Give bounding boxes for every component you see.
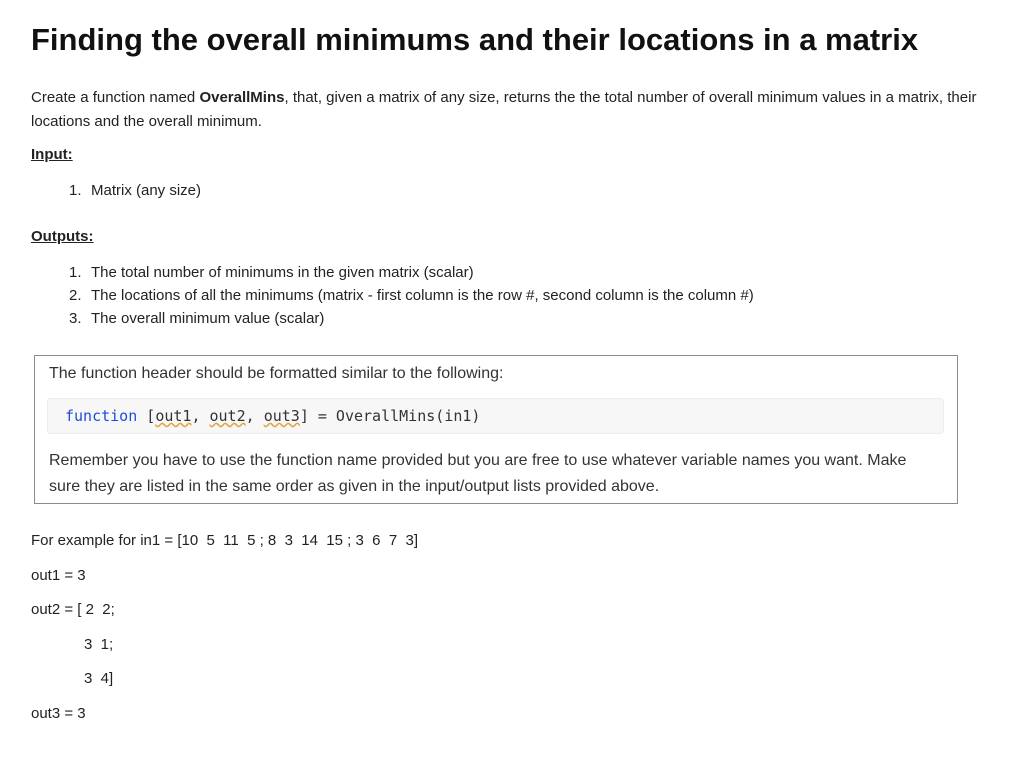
code-var-out2: out2 bbox=[209, 407, 246, 425]
code-sep: , bbox=[191, 407, 210, 425]
intro-text-before: Create a function named bbox=[31, 89, 200, 106]
code-var-out3: out3 bbox=[263, 407, 300, 425]
function-header-callout bbox=[34, 355, 958, 504]
list-item-number: 1. bbox=[69, 264, 82, 281]
list-item-text: Matrix (any size) bbox=[91, 182, 202, 199]
code-rest: ] = OverallMins(in1) bbox=[299, 407, 481, 425]
input-label: Input: bbox=[31, 146, 73, 163]
page-title: Finding the overall minimums and their locations in a matrix bbox=[31, 22, 919, 57]
code-var-out1: out1 bbox=[155, 407, 192, 425]
example-intro: For example for in1 = [10 5 11 5 ; 8 3 14 15 ; 3 6 7 3] bbox=[31, 532, 419, 549]
code-keyword: function bbox=[65, 407, 138, 425]
list-item bbox=[69, 179, 201, 202]
list-item-text: The overall minimum value (scalar) bbox=[91, 310, 325, 327]
callout-header: The function header should be formatted similar to the following: bbox=[49, 365, 504, 382]
callout-body: Remember you have to use the function name provided but you are free to use whatever variable names you want. Make sure they are listed in the same order as given in the input/output lists provided above. bbox=[49, 452, 907, 495]
list-item bbox=[69, 261, 754, 284]
list-item-number: 3. bbox=[69, 310, 82, 327]
outputs-label: Outputs: bbox=[31, 228, 94, 245]
code-bracket: [ bbox=[146, 407, 156, 425]
list-item bbox=[69, 307, 754, 330]
example-out1: out1 = 3 bbox=[31, 567, 86, 584]
example-out3: out3 = 3 bbox=[31, 705, 86, 722]
list-item bbox=[69, 284, 754, 307]
outputs-list bbox=[69, 261, 754, 330]
list-item-number: 2. bbox=[69, 287, 82, 304]
code-sep: , bbox=[245, 407, 264, 425]
function-name: OverallMins bbox=[199, 89, 285, 106]
intro-text-after: , that, given a matrix of any size, returns the the total number of overall minimum values in a matrix, their locations and the overall minimum. bbox=[31, 89, 977, 130]
intro-paragraph bbox=[31, 86, 1021, 134]
list-item-text: The total number of minimums in the given matrix (scalar) bbox=[91, 264, 474, 281]
list-item-number: 1. bbox=[69, 182, 82, 199]
input-list bbox=[69, 179, 201, 202]
list-item-text: The locations of all the minimums (matrix - first column is the row #, second column is the column #) bbox=[91, 287, 754, 304]
example-out2-line2: 3 1; bbox=[84, 636, 114, 653]
example-out2-line1: out2 = [ 2 2; bbox=[31, 601, 115, 618]
example-out2-line3: 3 4] bbox=[84, 670, 114, 687]
code-block bbox=[47, 398, 944, 434]
